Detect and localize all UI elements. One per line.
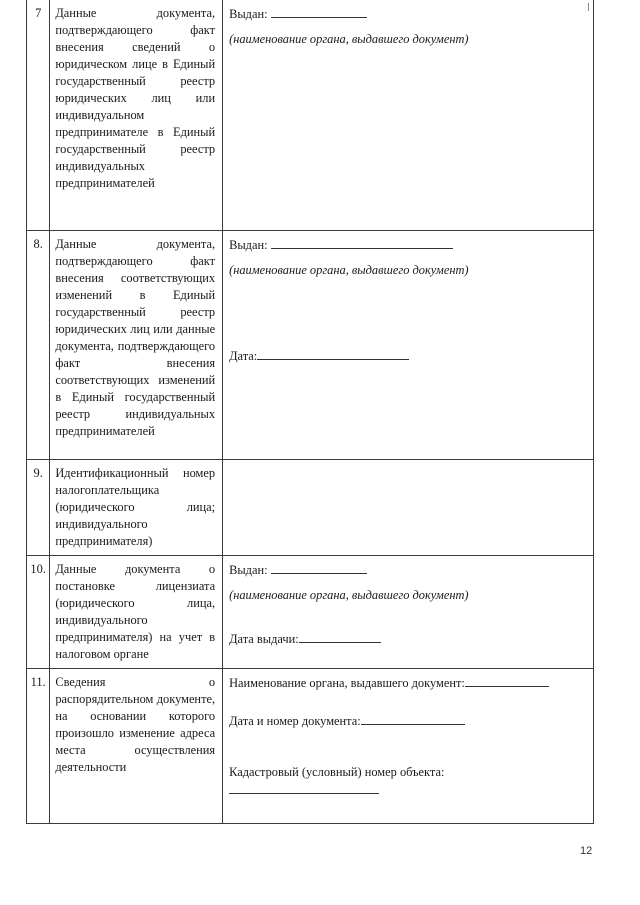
issued-field[interactable] <box>271 561 367 574</box>
row-number: 11. <box>27 668 50 823</box>
row-description: Данные документа, подтверждающего факт внесения соответствующих изменений в Единый государственный реестр юридических лиц или данные документа, подтверждающего факт внесения соответствующих изменений в Единый государственный реестр индивидуальных предпринимателей <box>50 230 223 459</box>
authority-field[interactable] <box>465 674 549 687</box>
row-description: Данные документа, подтверждающего факт внесения сведений о юридическом лице в Единый государственный реестр юридических лиц или индивидуальном предпринимателе в Единый государственный реестр индивидуальных предпринимателей <box>50 0 223 230</box>
table-row-11 <box>27 668 594 823</box>
authority-label: Наименование органа, выдавшего документ: <box>229 675 465 690</box>
docnum-label: Дата и номер документа: <box>229 713 361 728</box>
table-row-9 <box>27 459 594 555</box>
issue-date-field[interactable] <box>299 630 381 643</box>
row-number: 7 <box>27 0 50 230</box>
row-description: Сведения о распорядительном документе, на основании которого произошло изменение адреса места осуществления деятельности <box>50 668 223 823</box>
issued-field[interactable] <box>271 5 367 18</box>
document-table <box>26 0 594 824</box>
row-description: Идентификационный номер налогоплательщика (юридического лица; индивидуального предпринимателя) <box>50 459 223 555</box>
issued-hint: (наименование органа, выдавшего документ) <box>229 32 469 46</box>
issued-label: Выдан: <box>229 562 268 577</box>
row-value <box>223 555 594 668</box>
issued-hint: (наименование органа, выдавшего документ) <box>229 262 469 277</box>
issued-label: Выдан: <box>229 237 268 252</box>
row-number: 8. <box>27 230 50 459</box>
date-field[interactable] <box>257 347 409 360</box>
date-label: Дата: <box>229 348 258 363</box>
row-value <box>223 230 594 459</box>
issued-label: Выдан: <box>229 7 268 21</box>
row-value <box>223 668 594 823</box>
table-row-10 <box>27 555 594 668</box>
docnum-field[interactable] <box>361 712 465 725</box>
issued-hint: (наименование органа, выдавшего документ) <box>229 587 469 602</box>
row-value[interactable] <box>223 459 594 555</box>
issued-field[interactable] <box>271 236 453 249</box>
page-number: 12 <box>580 845 593 857</box>
row-value <box>223 0 594 230</box>
table-row-7 <box>27 0 594 230</box>
cadastral-label: Кадастровый (условный) номер объекта: <box>229 764 445 779</box>
row-number: 9. <box>27 459 50 555</box>
row-description: Данные документа о постановке лицензиата (юридического лица, индивидуального предпринимателя) на учет в налоговом органе <box>50 555 223 668</box>
row-number: 10. <box>27 555 50 668</box>
cadastral-field[interactable] <box>229 781 379 794</box>
table-row-8 <box>27 230 594 459</box>
issue-date-label: Дата выдачи: <box>229 631 299 646</box>
